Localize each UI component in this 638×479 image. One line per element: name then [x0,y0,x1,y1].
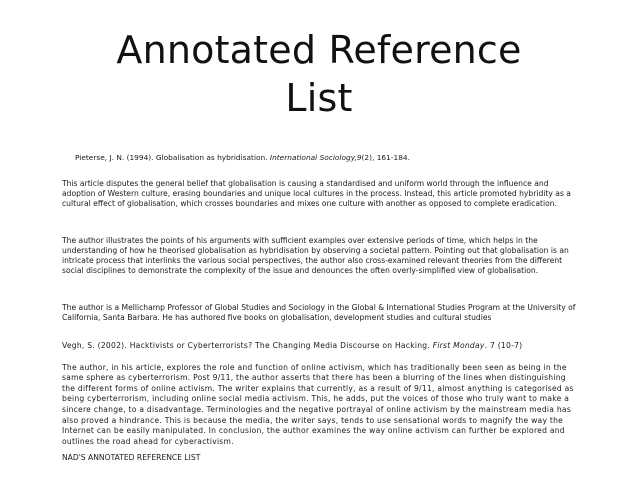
annotation-paragraph-3: The author is a Mellichamp Professor of Global Studies and Sociology in the Global & International Studies Program at the University of California, Santa Barbara. He has authored five books on globalisation, development studies and cultural studies [62,302,576,322]
citation-issue: . 7 (10-7) [484,340,523,350]
citation-journal: International Sociology,9 [269,153,362,162]
title-line-1: Annotated Reference [116,28,522,72]
page-title [0,26,638,122]
citation-text: Vegh, S. (2002). Hacktivists or Cyberterrorists? The Changing Media Discourse on Hacking. [62,340,433,350]
citation-vegh [62,341,576,351]
title-line-2: List [285,76,353,120]
annotation-paragraph-2: The author illustrates the points of his arguments with sufficient examples over extensive periods of time, which helps in the understanding of how he theorised globalisation as hybridisation by observing a societal pattern. Pointing out that globalisation is an intricate process that interlinks the various social perspectives, the author also cross-examined relevant theories from the different social disciplines to demonstrate the complexity of the issue and denounces the often overly-simplified view of globalisation. [62,235,569,276]
citation-text: Pieterse, J. N. (1994). Globalisation as hybridisation. [75,153,270,162]
annotation-paragraph-4: The author, in his article, explores the role and function of online activism, which has traditionally been seen as being in the same sphere as cyberterrorism. Post 9/11, the author asserts that there has been a blurring of the lines when distinguishing the different forms of online activism. The writer explains that currently, as a result of 9/11, almost anything is categorised as being cyberterrorism, including online social media activism. This, he adds, put the voices of those who truly want to make a sincere change, to a disadvantage. Terminologies and the negative portrayal of online activism by the mainstream media has also proved a hindrance. This is because the media, the writer says, tends to use sensational words to magnify the way the Internet can be easily manipulated. In conclusion, the author examines the way online activism can further be explored and outlines the road ahead for cyberactivism. [62,362,574,446]
citation-journal: First Monday [432,340,485,350]
footer-label: NAD'S ANNOTATED REFERENCE LIST [62,452,201,462]
citation-pieterse [75,153,575,163]
citation-pages: (2), 161-184. [361,153,410,162]
annotation-paragraph-1: This article disputes the general belief that globalisation is causing a standardised and uniform world through the influence and adoption of Western culture, erasing boundaries and unique local cultures in the process. Instead, this article promoted hybridity as a cultural effect of globalisation, which crosses boundaries and mixes one culture with another as opposed to complete eradication. [62,178,571,209]
